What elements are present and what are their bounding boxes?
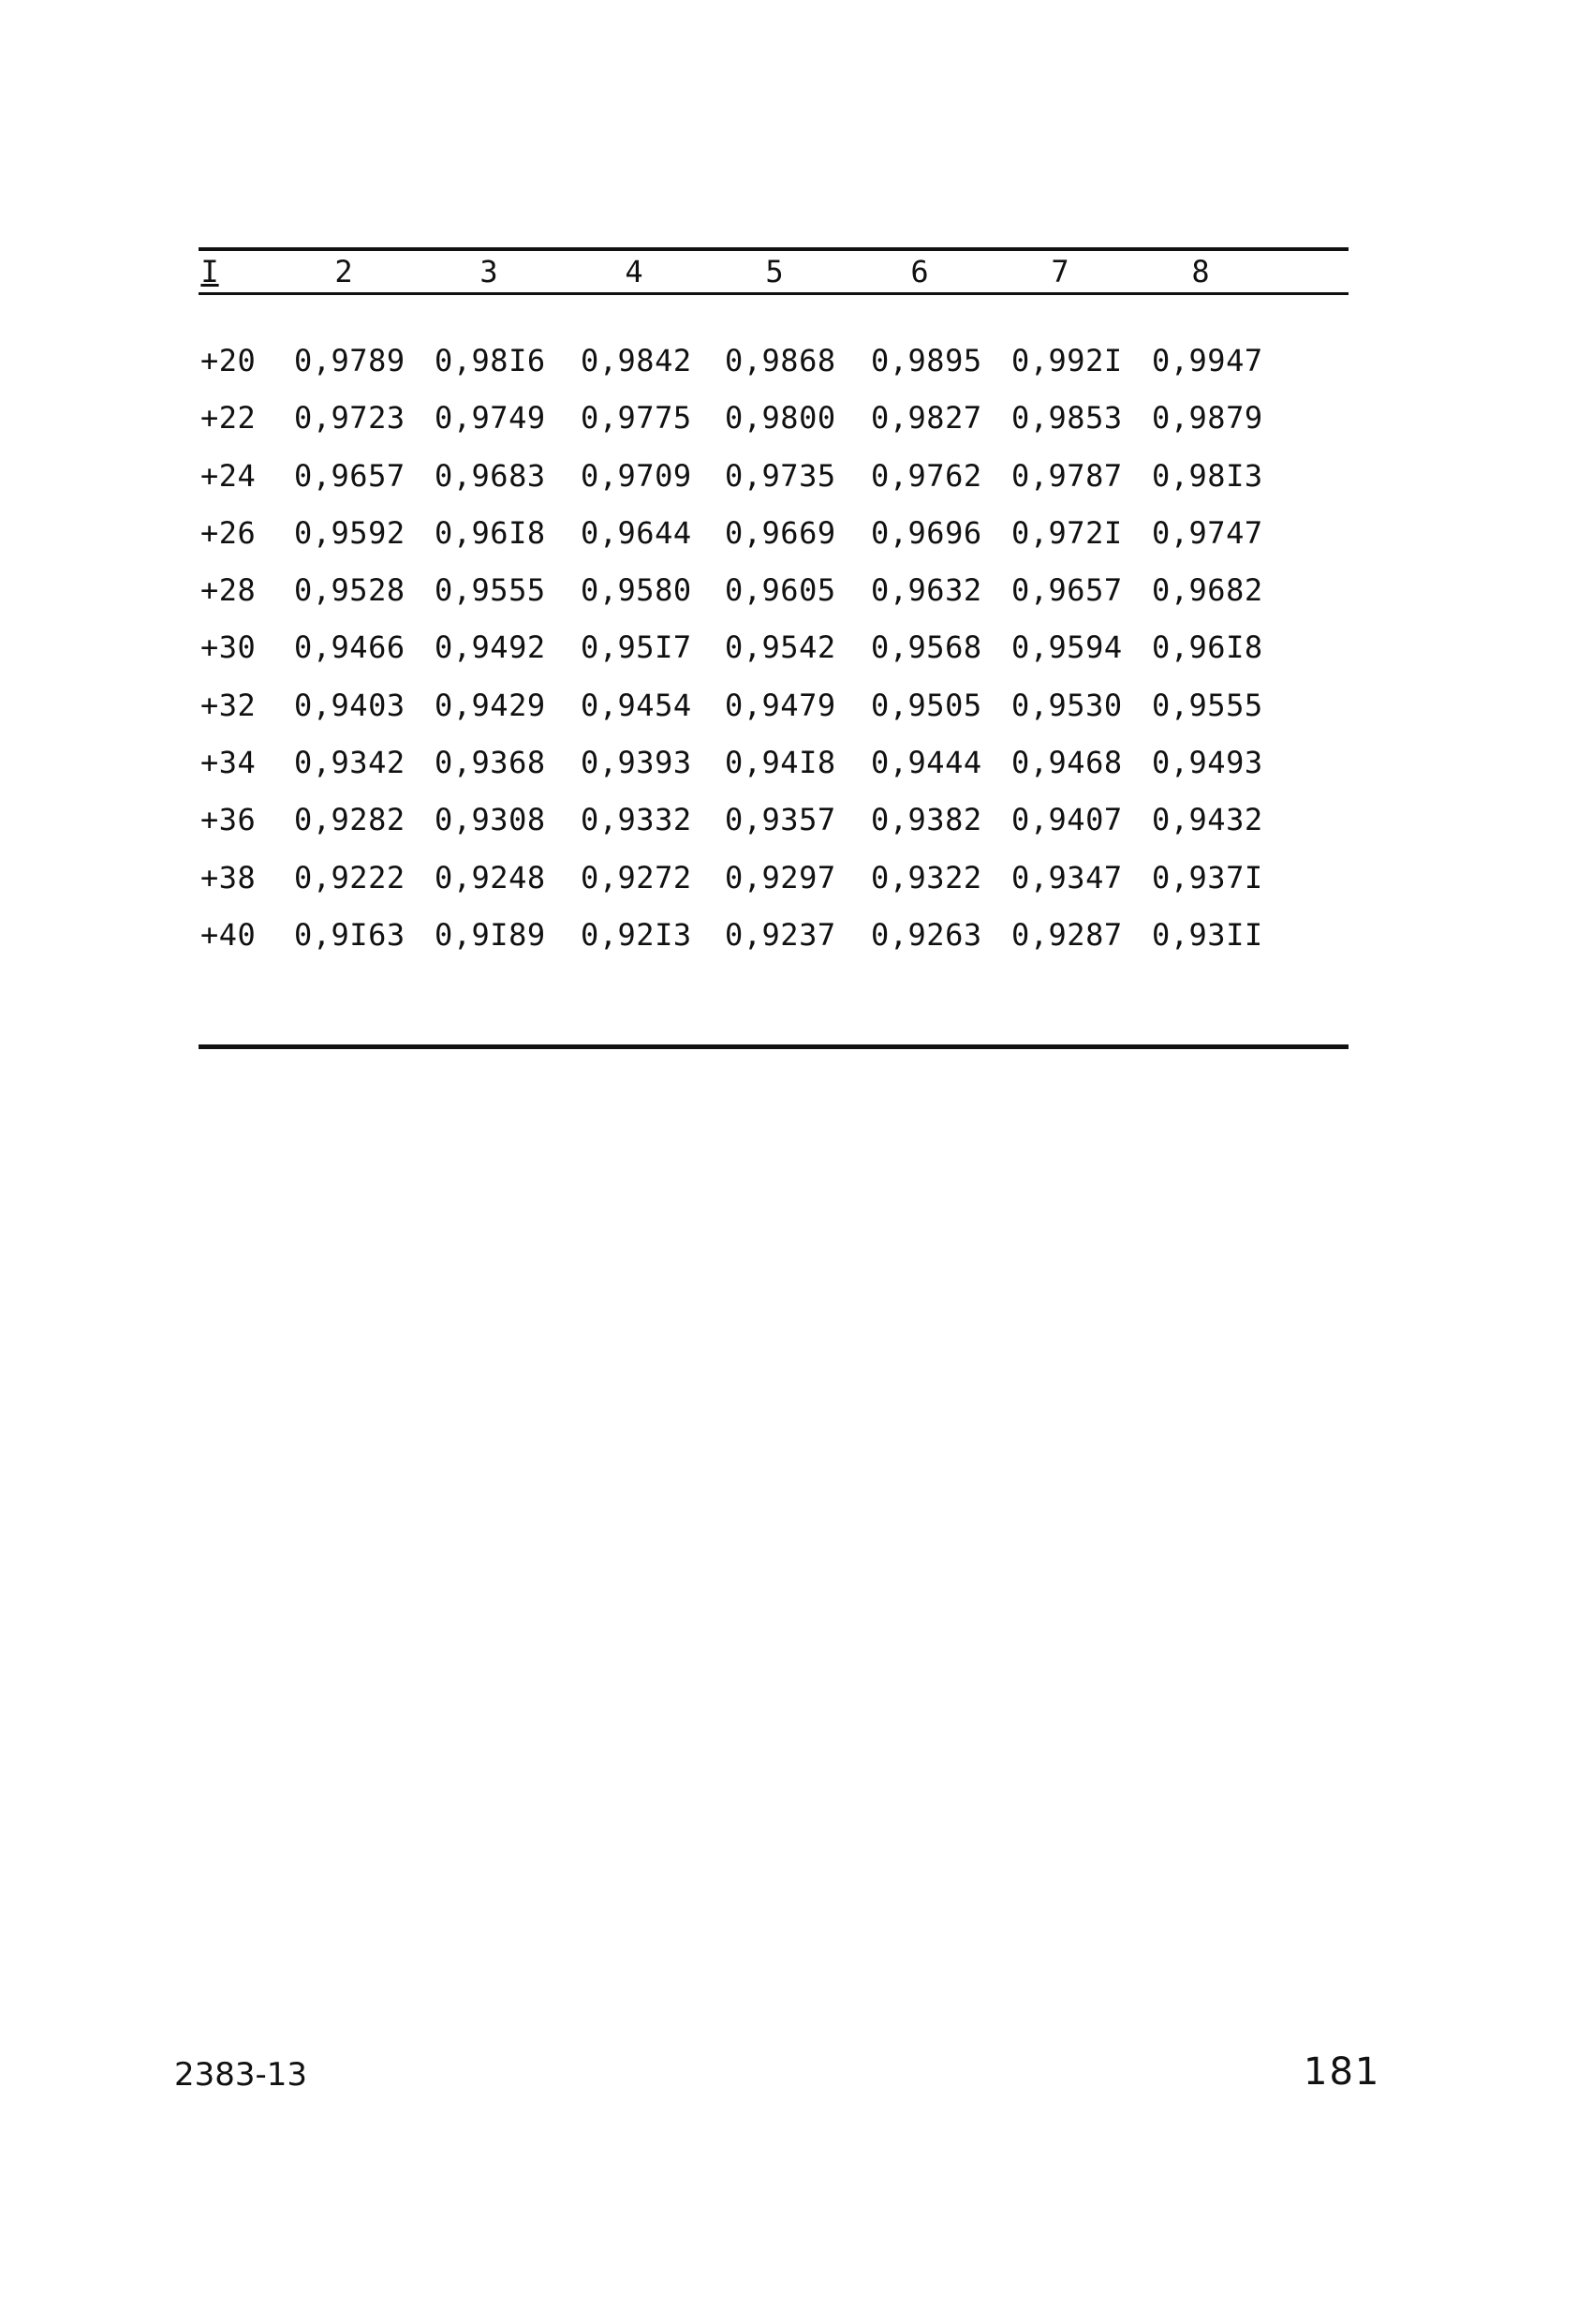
table-row [199, 916, 1349, 973]
value-cell: 0,9827 [871, 400, 982, 437]
column-header: 5 [765, 254, 784, 289]
value-cell: 0,9248 [435, 859, 546, 896]
value-cell: 0,9594 [1011, 629, 1123, 666]
value-cell: 0,9749 [435, 400, 546, 437]
table-row [199, 859, 1349, 916]
value-cell: 0,9723 [294, 400, 405, 437]
value-cell: 0,9444 [871, 745, 982, 781]
table-row [199, 687, 1349, 744]
column-header: 2 [334, 254, 353, 289]
table-row [199, 801, 1349, 858]
value-cell: 0,9657 [1011, 572, 1123, 609]
value-cell: 0,9530 [1011, 687, 1123, 723]
value-cell: 0,9429 [435, 687, 546, 723]
table-header-rule [199, 292, 1349, 295]
value-cell: 0,9493 [1152, 745, 1263, 781]
value-cell: 0,9287 [1011, 916, 1123, 953]
value-cell: 0,9347 [1011, 859, 1123, 896]
value-cell: 0,9735 [725, 457, 836, 494]
value-cell: 0,9592 [294, 514, 405, 551]
column-header: 4 [625, 254, 643, 289]
row-key-cell: +28 [200, 572, 257, 609]
value-cell: 0,94I8 [725, 745, 836, 781]
value-cell: 0,9505 [871, 687, 982, 723]
value-cell: 0,9432 [1152, 802, 1263, 838]
value-cell: 0,9322 [871, 859, 982, 896]
value-cell: 0,93II [1152, 916, 1263, 953]
value-cell: 0,9I89 [435, 916, 546, 953]
column-header: 6 [910, 254, 929, 289]
value-cell: 0,9282 [294, 802, 405, 838]
value-cell: 0,9842 [581, 343, 692, 378]
value-cell: 0,9542 [725, 629, 836, 666]
value-cell: 0,9357 [725, 802, 836, 838]
value-cell: 0,9580 [581, 572, 692, 609]
column-header: 8 [1191, 254, 1210, 289]
page-number: 181 [1304, 2050, 1381, 2094]
value-cell: 0,9237 [725, 916, 836, 953]
table-row [199, 744, 1349, 801]
value-cell: 0,9895 [871, 343, 982, 378]
row-key-cell: +26 [200, 514, 257, 551]
value-cell: 0,972I [1011, 514, 1123, 551]
value-cell: 0,9297 [725, 859, 836, 896]
value-cell: 0,9468 [1011, 745, 1123, 781]
value-cell: 0,9632 [871, 572, 982, 609]
value-cell: 0,9657 [294, 457, 405, 494]
value-cell: 0,9382 [871, 802, 982, 838]
value-cell: 0,95I7 [581, 629, 692, 666]
value-cell: 0,9682 [1152, 572, 1263, 609]
row-key-cell: +36 [200, 802, 257, 838]
value-cell: 0,92I3 [581, 916, 692, 953]
value-cell: 0,992I [1011, 343, 1123, 378]
table-row [199, 571, 1349, 629]
column-header: I [200, 254, 219, 289]
value-cell: 0,9466 [294, 629, 405, 666]
row-key-cell: +30 [200, 629, 257, 666]
table-bottom-rule [199, 1044, 1349, 1049]
value-cell: 0,96I8 [1152, 629, 1263, 666]
value-cell: 0,9709 [581, 457, 692, 494]
value-cell: 0,9555 [435, 572, 546, 609]
value-cell: 0,98I3 [1152, 457, 1263, 494]
value-cell: 0,9747 [1152, 514, 1263, 551]
value-cell: 0,98I6 [435, 343, 546, 378]
value-cell: 0,9222 [294, 859, 405, 896]
value-cell: 0,9332 [581, 802, 692, 838]
column-header: 7 [1051, 254, 1069, 289]
value-cell: 0,9696 [871, 514, 982, 551]
value-cell: 0,9272 [581, 859, 692, 896]
value-cell: 0,937I [1152, 859, 1263, 896]
value-cell: 0,9568 [871, 629, 982, 666]
value-cell: 0,9775 [581, 400, 692, 437]
row-key-cell: +40 [200, 916, 257, 953]
value-cell: 0,9407 [1011, 802, 1123, 838]
value-cell: 0,9393 [581, 745, 692, 781]
value-cell: 0,9I63 [294, 916, 405, 953]
row-key-cell: +24 [200, 457, 257, 494]
value-cell: 0,9787 [1011, 457, 1123, 494]
value-cell: 0,9669 [725, 514, 836, 551]
value-cell: 0,9879 [1152, 400, 1263, 437]
row-key-cell: +32 [200, 687, 257, 723]
value-cell: 0,9605 [725, 572, 836, 609]
table-row [199, 514, 1349, 571]
table-row [199, 457, 1349, 514]
value-cell: 0,9342 [294, 745, 405, 781]
value-cell: 0,9403 [294, 687, 405, 723]
row-key-cell: +22 [200, 400, 257, 437]
table-row [199, 629, 1349, 686]
table-body [199, 342, 1349, 973]
value-cell: 0,9868 [725, 343, 836, 378]
value-cell: 0,9555 [1152, 687, 1263, 723]
value-cell: 0,9454 [581, 687, 692, 723]
value-cell: 0,9479 [725, 687, 836, 723]
row-key-cell: +38 [200, 859, 257, 896]
value-cell: 0,9947 [1152, 343, 1263, 378]
table-header-row [199, 251, 1349, 292]
value-cell: 0,96I8 [435, 514, 546, 551]
row-key-cell: +20 [200, 343, 257, 378]
table-row [199, 342, 1349, 399]
value-cell: 0,9800 [725, 400, 836, 437]
value-cell: 0,9683 [435, 457, 546, 494]
value-cell: 0,9789 [294, 343, 405, 378]
row-key-cell: +34 [200, 745, 257, 781]
value-cell: 0,9492 [435, 629, 546, 666]
value-cell: 0,9528 [294, 572, 405, 609]
value-cell: 0,9368 [435, 745, 546, 781]
value-cell: 0,9263 [871, 916, 982, 953]
document-code: 2383-13 [174, 2056, 308, 2094]
value-cell: 0,9762 [871, 457, 982, 494]
table-row [199, 399, 1349, 456]
value-cell: 0,9308 [435, 802, 546, 838]
column-header: 3 [479, 254, 498, 289]
value-cell: 0,9853 [1011, 400, 1123, 437]
value-cell: 0,9644 [581, 514, 692, 551]
